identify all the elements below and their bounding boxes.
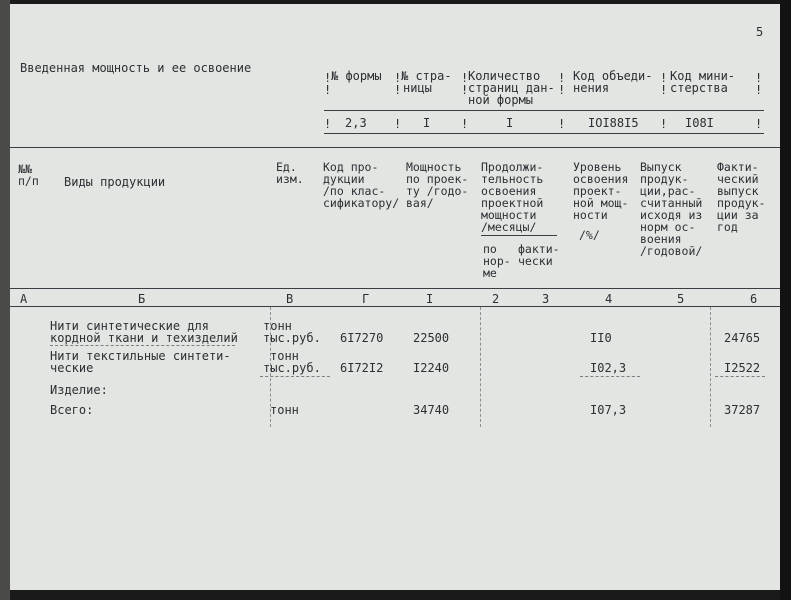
separator-bang: ! (324, 117, 332, 131)
col-duration-norm-l1: по (483, 242, 497, 256)
col-output-actual-l2: ческий (717, 172, 759, 186)
row1-unit-l1: тонн (263, 319, 292, 333)
form-number-value: 2,3 (345, 116, 367, 130)
association-code-value: IOI88I5 (588, 116, 639, 130)
form-number-label: № формы (331, 69, 382, 83)
col-unit-l1: Ед. (276, 160, 297, 174)
col-code-l4: сификатору/ (323, 196, 400, 210)
col-num-l1: №№ (18, 162, 32, 176)
col-level-unit: /%/ (579, 228, 600, 242)
col-output-norm-l7: воения (640, 232, 682, 246)
column-index-top-rule (10, 288, 780, 289)
row2-unit-l1: тонн (270, 349, 299, 363)
row1-product-l1: Нити синтетические для (50, 319, 209, 333)
row2-product-l2: ческие (50, 361, 94, 375)
row1-code: 6I7270 (340, 331, 384, 345)
row-divider (580, 376, 640, 377)
page-label-l2: ницы (403, 81, 432, 95)
col-code-l3: /по клас- (323, 184, 386, 198)
separator-bang: ! (558, 71, 566, 85)
page-number-value: I (423, 116, 431, 130)
col-index-g: Г (362, 292, 370, 306)
row1-product-l2: кордной ткани и техизделий (50, 331, 238, 345)
row2-level: I02,3 (590, 361, 627, 375)
col-index-b: Б (138, 292, 146, 306)
col-output-norm-l3: ции,рас- (640, 184, 696, 198)
separator-bang: ! (558, 83, 566, 97)
ministry-code-label-l1: Код мини- (670, 69, 736, 83)
col-level-l4: ной мощ- (573, 196, 629, 210)
association-code-label-l2: нения (573, 81, 610, 95)
col-level-l1: Уровень (573, 160, 622, 174)
separator-bang: ! (461, 117, 469, 131)
col-output-norm-l4: считанный (640, 196, 703, 210)
form-header-bottom-rule (324, 133, 764, 134)
page-count-label-l2: страниц дан- (468, 81, 555, 95)
separator-bang: ! (558, 117, 566, 131)
row2-code: 6I72I2 (340, 361, 384, 375)
separator-bang: ! (660, 117, 668, 131)
separator-bang: ! (660, 83, 668, 97)
col-capacity-l2: по проек- (406, 172, 469, 186)
col-output-norm-l1: Выпуск (640, 160, 682, 174)
col-output-actual-l4: продук- (717, 196, 766, 210)
col-duration-l6: /месяцы/ (481, 220, 537, 234)
column-guide (480, 307, 481, 427)
row2-product-l1: Нити текстильные синтети- (50, 349, 231, 363)
row4-unit: тонн (270, 403, 299, 417)
separator-bang: ! (394, 83, 402, 97)
row2-output-actual: I2522 (724, 361, 761, 375)
ministry-code-label-l2: стерства (670, 81, 728, 95)
row-divider (260, 376, 330, 377)
section-title: Введенная мощность и ее освоение (20, 61, 252, 75)
col-index-a: А (20, 292, 28, 306)
row4-capacity: 34740 (413, 403, 450, 417)
separator-bang: ! (324, 71, 332, 85)
row1-capacity: 22500 (413, 331, 450, 345)
col-output-actual-l6: год (717, 220, 738, 234)
separator-bang: ! (755, 83, 763, 97)
ministry-code-value: I08I (685, 116, 714, 130)
col-index-4: 4 (605, 292, 613, 306)
col-level-l3: проект- (573, 184, 622, 198)
col-duration-actual-l2: чески (518, 254, 553, 268)
separator-bang: ! (394, 117, 402, 131)
col-duration-l2: тельность (481, 172, 544, 186)
page-count-label-l1: Количество (468, 69, 541, 83)
row2-unit-l2: тыс.руб. (263, 361, 321, 375)
separator-bang: ! (324, 83, 332, 97)
col-index-5: 5 (677, 292, 685, 306)
col-duration-l3: освоения (481, 184, 537, 198)
left-binding-edge (0, 0, 10, 600)
row1-output-actual: 24765 (724, 331, 761, 345)
separator-bang: ! (755, 117, 763, 131)
row2-capacity: I2240 (413, 361, 450, 375)
row4-level: I07,3 (590, 403, 627, 417)
separator-bang: ! (461, 83, 469, 97)
row4-output-actual: 37287 (724, 403, 761, 417)
col-index-2: 2 (492, 292, 500, 306)
col-duration-norm-l3: ме (483, 266, 497, 280)
page-number: 5 (756, 25, 764, 39)
page-count-value: I (506, 116, 514, 130)
page-label-l1: № стра- (401, 69, 452, 83)
col-output-norm-l6: норм ос- (640, 220, 696, 234)
separator-bang: ! (660, 71, 668, 85)
association-code-label-l1: Код объеди- (573, 69, 653, 83)
col-capacity-l1: Мощность (406, 160, 462, 174)
col-level-l5: ности (573, 208, 608, 222)
col-output-actual-l5: ции за (717, 208, 759, 222)
row-divider (50, 345, 235, 346)
col-duration-actual-l1: факти- (518, 242, 560, 256)
col-output-actual-l1: Факти- (717, 160, 759, 174)
col-output-norm-l5: исходя из (640, 208, 703, 222)
row1-unit-l2: тыс.руб. (263, 331, 321, 345)
col-index-6: 6 (750, 292, 758, 306)
col-level-l2: освоения (573, 172, 629, 186)
col-index-v: В (286, 292, 294, 306)
row1-level: II0 (590, 331, 612, 345)
column-index-bottom-rule (10, 306, 780, 307)
separator-bang: ! (394, 71, 402, 85)
row4-product: Всего: (50, 403, 94, 417)
table-top-rule (10, 147, 780, 148)
column-guide (710, 307, 711, 427)
page-count-label-l3: ной формы (468, 93, 534, 107)
col-output-actual-l3: выпуск (717, 184, 759, 198)
col-capacity-l4: вая/ (406, 196, 434, 210)
row3-product: Изделие: (50, 383, 108, 397)
col-output-norm-l8: /годовой/ (640, 244, 703, 258)
col-duration-l5: мощности (481, 208, 537, 222)
duration-subheader-rule (481, 235, 557, 236)
col-product-header: Виды продукции (64, 175, 166, 189)
col-duration-l4: проектной (481, 196, 544, 210)
col-index-1: I (426, 292, 434, 306)
separator-bang: ! (461, 71, 469, 85)
col-index-3: 3 (542, 292, 550, 306)
col-duration-norm-l2: нор- (483, 254, 511, 268)
col-code-l1: Код про- (323, 160, 379, 174)
document-page (10, 4, 780, 590)
row-divider (715, 376, 765, 377)
separator-bang: ! (755, 71, 763, 85)
col-capacity-l3: ту /годо- (406, 184, 469, 198)
col-unit-l2: изм. (276, 172, 304, 186)
col-code-l2: дукции (323, 172, 365, 186)
col-output-norm-l2: продук- (640, 172, 689, 186)
col-num-l2: п/п (18, 174, 39, 188)
right-scan-border (780, 0, 791, 600)
form-header-rule (324, 110, 764, 111)
col-duration-l1: Продолжи- (481, 160, 544, 174)
